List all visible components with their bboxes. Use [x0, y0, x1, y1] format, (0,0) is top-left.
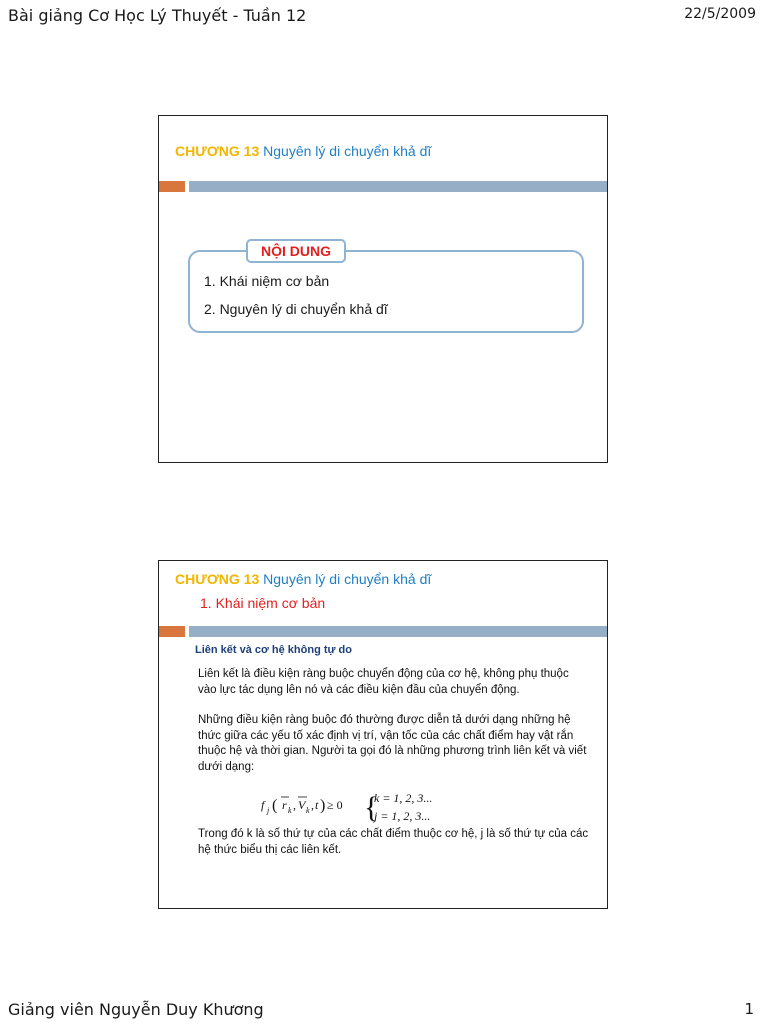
chapter-title: Nguyên lý di chuyển khả dĩ [263, 143, 432, 159]
formula-sub-j: j [267, 806, 270, 815]
section-subtitle: 1. Khái niệm cơ bản [200, 595, 326, 611]
accent-bar-orange [159, 626, 185, 637]
chapter-title: Nguyên lý di chuyển khả dĩ [263, 571, 432, 587]
slide-1 [158, 115, 608, 463]
formula-f: f [261, 798, 265, 812]
chapter-heading [175, 571, 431, 587]
formula-comma-1: , [293, 798, 296, 812]
formula-V: V [298, 798, 306, 812]
accent-bar-blue [189, 181, 607, 192]
formula-brace: { [364, 791, 379, 824]
chapter-heading [175, 143, 431, 159]
contents-box [188, 250, 584, 333]
accent-bar-orange [159, 181, 185, 192]
constraint-equation [261, 787, 461, 827]
section-heading: Liên kết và cơ hệ không tự do [195, 644, 352, 656]
formula-sub-k-2: k [306, 806, 310, 815]
chapter-number: CHƯƠNG 13 [175, 571, 260, 587]
chapter-number: CHƯƠNG 13 [175, 143, 260, 159]
contents-item-1: 1. Khái niệm cơ bản [204, 273, 330, 289]
formula-geq: ≥ 0 [327, 798, 343, 812]
paragraph-2: Những điều kiện ràng buộc đó thường được diễn tả dưới dạng những hệ thức giữa các yếu tố xác định vị trí, vận tốc của các chất điểm hay vật rắn thuộc hệ và thời gian. Người ta gọi đó là những phương trình liên kết và viết dưới dạng: [198, 714, 587, 773]
contents-item-2: 2. Nguyên lý di chuyển khả dĩ [204, 301, 388, 317]
page-footer-instructor: Giảng viên Nguyễn Duy Khương [8, 1000, 264, 1019]
page-header-title: Bài giảng Cơ Học Lý Thuyết - Tuần 12 [8, 6, 307, 25]
formula-r: r [282, 798, 287, 812]
formula-paren-close: ) [320, 797, 326, 814]
slide-2 [158, 560, 608, 909]
formula-t: t [315, 798, 319, 812]
formula-sub-k-1: k [288, 806, 292, 815]
page-number: 1 [744, 1000, 754, 1018]
accent-bar-blue [189, 626, 607, 637]
contents-box-title: NỘI DUNG [246, 239, 346, 263]
formula-comma-2: , [311, 798, 314, 812]
paragraph-1: Liên kết là điều kiện ràng buộc chuyển động của cơ hệ, không phụ thuộc vào lực tác dụng lên nó và các điều kiện đầu của chuyển động. [198, 668, 569, 696]
formula-paren-open: ( [272, 797, 278, 814]
formula-case-1: k = 1, 2, 3... [374, 791, 433, 805]
page-header-date: 22/5/2009 [684, 6, 756, 22]
formula-case-2: j = 1, 2, 3... [374, 809, 431, 823]
paragraph-3: Trong đó k là số thứ tự của các chất điểm thuộc cơ hệ, j là số thứ tự của các hệ thức biểu thị các liên kết. [198, 828, 589, 856]
